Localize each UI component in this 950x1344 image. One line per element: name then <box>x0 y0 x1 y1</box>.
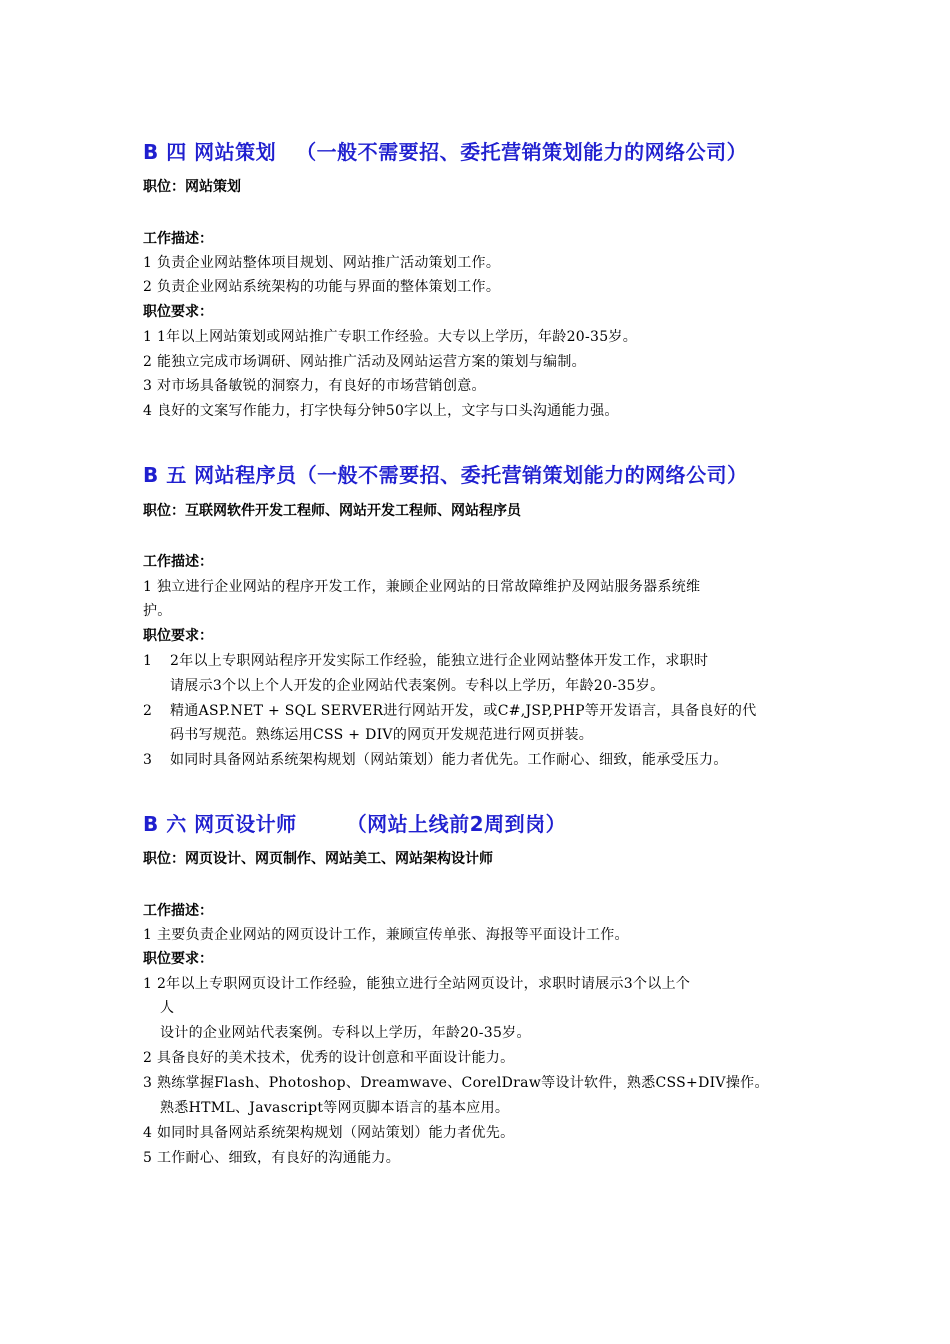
position-title: 职位：互联网软件开发工程师、网站开发工程师、网站程序员 <box>143 503 521 519</box>
req-line: 熟悉HTML、Javascript等网页脚本语言的基本应用。 <box>160 1100 510 1116</box>
req-line: 4 良好的文案写作能力，打字快每分钟50字以上，文字与口头沟通能力强。 <box>143 403 619 419</box>
section-heading-programmer <box>143 462 748 488</box>
req-number: 3 <box>143 752 152 768</box>
heading-title: B 五 网站程序员 <box>143 463 297 487</box>
req-line: 如同时具备网站系统架构规划（网站策划）能力者优先。工作耐心、细致，能承受压力。 <box>170 752 728 768</box>
req-line: 5 工作耐心、细致，有良好的沟通能力。 <box>143 1150 401 1166</box>
req-line: 3 对市场具备敏锐的洞察力，有良好的市场营销创意。 <box>143 378 486 394</box>
desc-line: 1 独立进行企业网站的程序开发工作，兼顾企业网站的日常故障维护及网站服务器系统维 <box>143 579 701 595</box>
req-line: 码书写规范。熟练运用CSS + DIV的网页开发规范进行网页拼装。 <box>170 727 594 743</box>
req-line: 精通ASP.NET + SQL SERVER进行网站开发，或C#,JSP,PHP等开发语言，具备良好的代 <box>170 703 757 719</box>
req-line: 3 熟练掌握Flash、Photoshop、Dreamwave、CorelDraw等设计软件，熟悉CSS+DIV操作。 <box>143 1075 769 1091</box>
req-line: 请展示3个以上个人开发的企业网站代表案例。专科以上学历，年龄20-35岁。 <box>170 678 665 694</box>
req-number: 1 <box>143 653 152 669</box>
section-heading-designer <box>143 811 566 837</box>
desc-label: 工作描述： <box>143 903 213 919</box>
heading-title: B 四 网站策划 <box>143 140 277 164</box>
req-line: 设计的企业网站代表案例。专科以上学历，年龄20-35岁。 <box>160 1025 531 1041</box>
desc-label: 工作描述： <box>143 554 213 570</box>
heading-title: B 六 网页设计师 <box>143 812 297 836</box>
heading-note: （一般不需要招、委托营销策划能力的网络公司） <box>296 140 748 164</box>
req-line: 2 具备良好的美术技术，优秀的设计创意和平面设计能力。 <box>143 1050 515 1066</box>
desc-line: 2 负责企业网站系统架构的功能与界面的整体策划工作。 <box>143 279 501 295</box>
desc-line: 1 主要负责企业网站的网页设计工作，兼顾宣传单张、海报等平面设计工作。 <box>143 927 629 943</box>
req-line: 2年以上专职网站程序开发实际工作经验，能独立进行企业网站整体开发工作，求职时 <box>170 653 709 669</box>
req-line: 人 <box>160 1000 175 1016</box>
req-line: 1 1年以上网站策划或网站推广专职工作经验。大专以上学历，年龄20-35岁。 <box>143 329 638 345</box>
req-label: 职位要求： <box>143 628 213 644</box>
heading-note: （一般不需要招、委托营销策划能力的网络公司） <box>296 463 748 487</box>
heading-note: （网站上线前2周到岗） <box>346 812 567 836</box>
desc-line: 1 负责企业网站整体项目规划、网站推广活动策划工作。 <box>143 255 501 271</box>
req-line: 1 2年以上专职网页设计工作经验，能独立进行全站网页设计，求职时请展示3个以上个 <box>143 976 691 992</box>
position-title: 职位：网站策划 <box>143 179 241 195</box>
section-heading-planning <box>143 139 747 165</box>
desc-label: 工作描述： <box>143 231 213 247</box>
desc-line: 护。 <box>143 603 172 619</box>
req-label: 职位要求： <box>143 304 213 320</box>
req-line: 2 能独立完成市场调研、网站推广活动及网站运营方案的策划与编制。 <box>143 354 586 370</box>
req-line: 4 如同时具备网站系统架构规划（网站策划）能力者优先。 <box>143 1125 515 1141</box>
req-number: 2 <box>143 703 152 719</box>
req-label: 职位要求： <box>143 951 213 967</box>
position-title: 职位：网页设计、网页制作、网站美工、网站架构设计师 <box>143 851 493 867</box>
